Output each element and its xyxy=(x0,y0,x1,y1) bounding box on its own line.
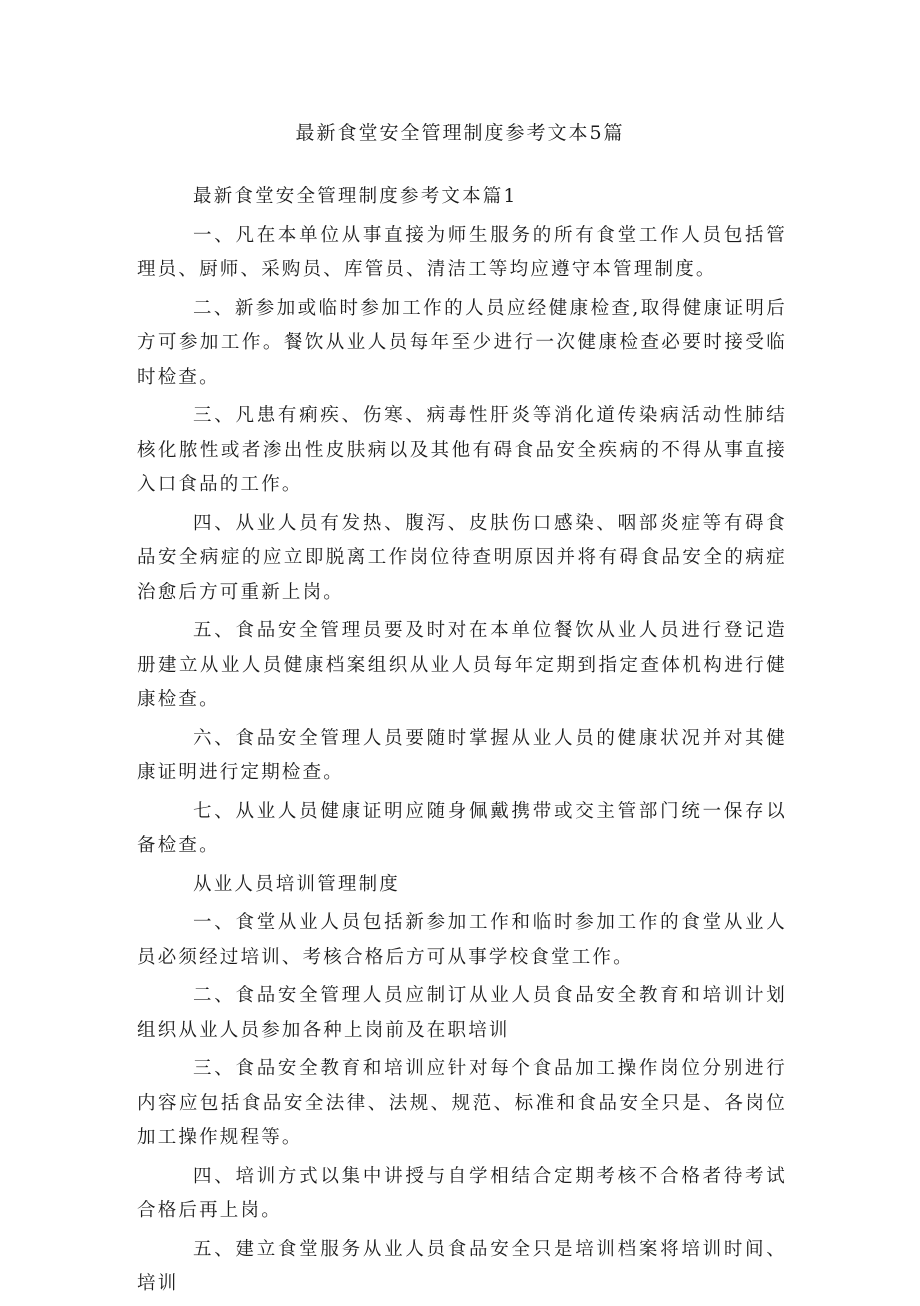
paragraph: 三、食品安全教育和培训应针对每个食品加工操作岗位分别进行内容应包括食品安全法律、法规、规范、标准和食品安全只是、各岗位加工操作规程等。 xyxy=(137,1058,787,1148)
paragraph: 七、从业人员健康证明应随身佩戴携带或交主管部门统一保存以备检查。 xyxy=(137,800,787,856)
document-title: 最新食堂安全管理制度参考文本5篇 xyxy=(295,122,625,144)
paragraph: 六、食品安全管理人员要随时掌握从业人员的健康状况并对其健康证明进行定期检查。 xyxy=(137,727,787,783)
paragraph: 二、食品安全管理人员应制订从业人员食品安全教育和培训计划组织从业人员参加各种上岗前及在职培训 xyxy=(137,985,787,1041)
paragraph: 五、食品安全管理员要及时对在本单位餐饮从业人员进行登记造册建立从业人员健康档案组织从业人员每年定期到指定查体机构进行健康检查。 xyxy=(137,620,787,710)
paragraph: 二、新参加或临时参加工作的人员应经健康检查,取得健康证明后方可参加工作。餐饮从业人员每年至少进行一次健康检查必要时接受临时检查。 xyxy=(137,297,787,388)
paragraph: 五、建立食堂服务从业人员食品安全只是培训档案将培训时间、培训 xyxy=(137,1238,787,1294)
document-body xyxy=(137,180,787,1306)
section-heading: 最新食堂安全管理制度参考文本篇1 xyxy=(193,186,518,207)
paragraph: 三、凡患有痢疾、伤寒、病毒性肝炎等消化道传染病活动性肺结核化脓性或者渗出性皮肤病以及其他有碍食品安全疾病的不得从事直接入口食品的工作。 xyxy=(137,405,787,495)
paragraph: 一、食堂从业人员包括新参加工作和临时参加工作的食堂从业人员必须经过培训、考核合格后方可从事学校食堂工作。 xyxy=(137,912,787,968)
paragraph: 四、培训方式以集中讲授与自学相结合定期考核不合格者待考试合格后再上岗。 xyxy=(137,1165,787,1221)
paragraph: 四、从业人员有发热、腹泻、皮肤伤口感染、咽部炎症等有碍食品安全病症的应立即脱离工作岗位待查明原因并将有碍食品安全的病症治愈后方可重新上岗。 xyxy=(137,512,787,603)
section-heading: 从业人员培训管理制度 xyxy=(193,873,401,895)
paragraph: 一、凡在本单位从事直接为师生服务的所有食堂工作人员包括管理员、厨师、采购员、库管员、清洁工等均应遵守本管理制度。 xyxy=(137,224,787,280)
